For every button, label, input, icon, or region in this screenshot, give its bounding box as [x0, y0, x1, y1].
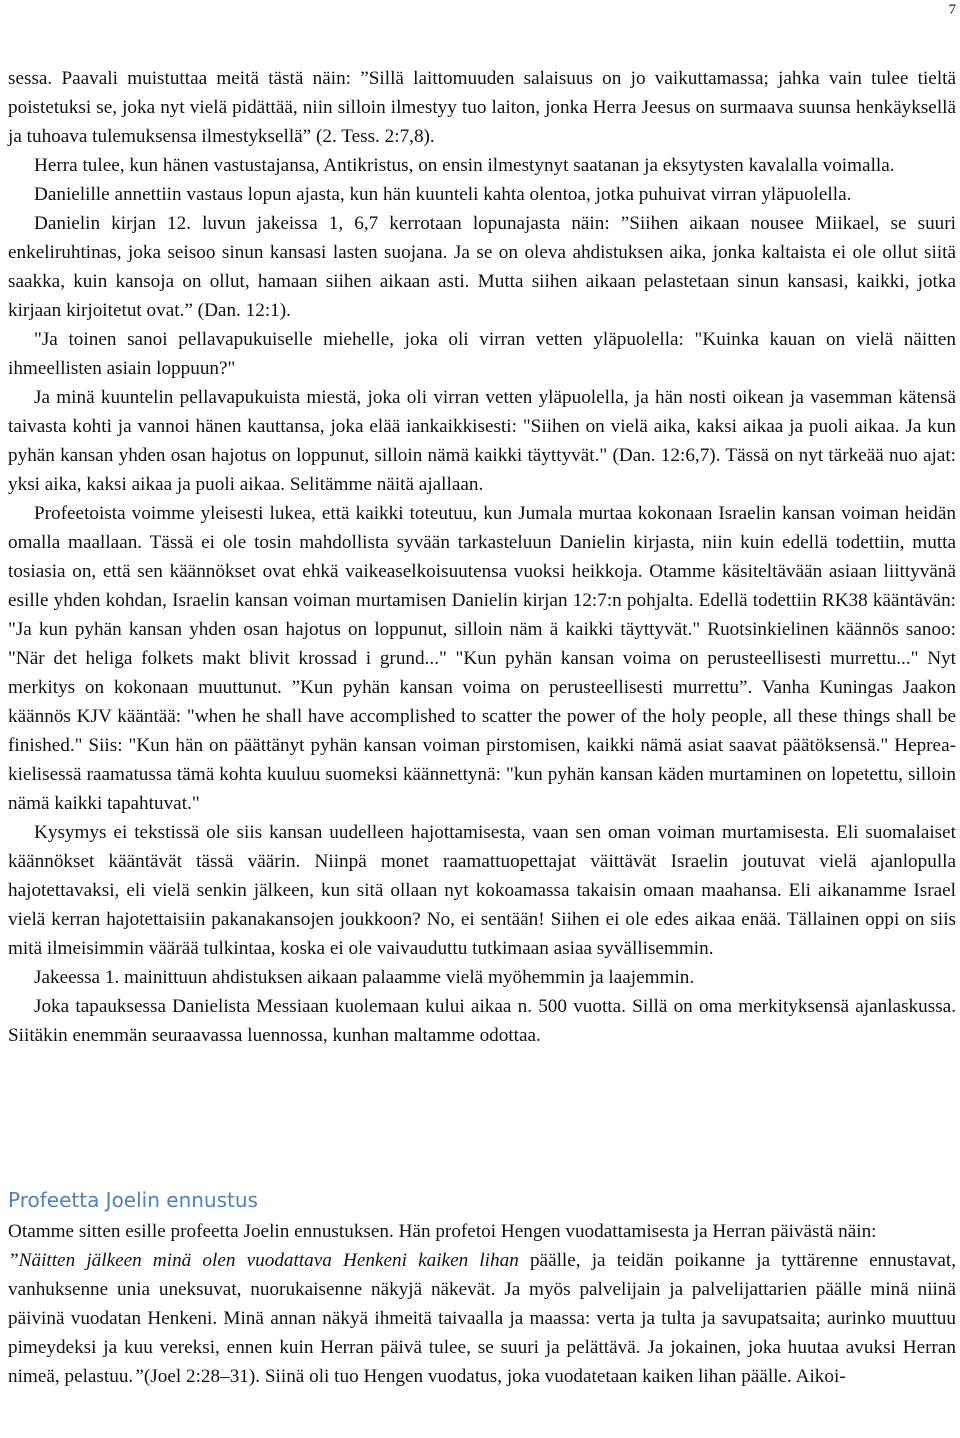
paragraph: Danielin kirjan 12. luvun jakeissa 1, 6,7 kerrotaan lopunajasta näin: ”Siihen aikaan nousee Miikael, se suuri enkeliruhtinas, joka seisoo sinun kansasi lasten suojana. Ja se on oleva ahdistuksen aika, jonka kaltaista ei ole ollut siitä saakka, kuin kansoja on ollut, hamaan siihen aikaan asti. Mutta siihen aikaan pelastetaan sinun kansasi, kaikki, jotka kirjaan kirjoitetut ovat.” (Dan. 12:1).	[8, 213, 956, 321]
joel-quote	[8, 1246, 956, 1391]
page-number: 7	[948, 2, 956, 18]
section-intro: Otamme sitten esille profeetta Joelin ennustuksen. Hän profetoi Hengen vuodattamisesta ja Herran päivästä näin:	[8, 1221, 877, 1242]
section-text	[8, 1217, 956, 1391]
section-heading: Profeetta Joelin ennustus	[8, 1188, 258, 1212]
quote-italic-end: ”	[133, 1366, 144, 1387]
paragraph: Herra tulee, kun hänen vastustajansa, Antikristus, on ensin ilmestynyt saatanan ja eksytysten kavalalla voimalla.	[34, 155, 895, 176]
quote-italic-start: ”Näitten jälkeen minä olen vuodattava Henkeni kaiken lihan	[8, 1250, 519, 1271]
paragraph: "Ja toinen sanoi pellavapukuiselle miehelle, joka oli virran vetten yläpuolella: "Kuinka kauan on vielä näitten ihmeellisten asiain loppuun?"	[8, 329, 956, 379]
paragraph: Joka tapauksessa Danielista Messiaan kuolemaan kului aikaa n. 500 vuotta. Sillä on oma merkityksensä ajanlaskussa. Siitäkin enemmän seuraavassa luennossa, kunhan maltamme odottaa.	[8, 996, 956, 1046]
paragraph: Jakeessa 1. mainittuun ahdistuksen aikaan palaamme vielä myöhemmin ja laajemmin.	[34, 967, 695, 988]
paragraph: Profeetoista voimme yleisesti lukea, että kaikki toteutuu, kun Jumala murtaa kokonaan Israelin kansan voiman heidän omalla maallaan. Tässä ei ole tosin mahdollista syvään tarkasteluun Danielin kirjasta, niin kuin edellä todettiin, mutta tosiasia on, että sen käännökset ovat ehkä vaikeaselkoisuutensa vuoksi heikkoja. Otamme käsiteltävään asiaan liittyvänä esille yhden kohdan, Israelin kansan voiman murtamisen Danielin kirjan 12:7:n pohjalta. Edellä todettiin RK38 kääntävän: "Ja kun pyhän kansan yhden osan hajotus on loppunut, silloin näm ä kaikki täyttyvät." Ruotsinkielinen käännös sanoo: "När det heliga folkets makt blivit krossad i grund..." "Kun pyhän kansan voima on perusteellisesti murrettu..." Nyt merkitys on kokonaan muuttunut. ”Kun pyhän kansan voima on perusteellisesti murrettu”. Vanha Kuningas Jaakon käännös KJV kääntää: "when he shall have accomplished to scatter the power of the holy people, all these things shall be finished." Siis: "Kun hän on päättänyt pyhän kansan voiman pirstomisen, kaikki nämä asiat saavat päätöksensä." Hepreakielisessä raamatussa tämä kohta kuuluu suomeksi käännettynä: "kun pyhän kansan käden murtaminen on lopetettu, silloin nämä kaikki tapahtuvat."	[8, 503, 956, 814]
quote-body: päälle, ja teidän poikanne ja tyttärenne ennustavat, vanhuksenne unia uneksuvat, nuorukaisenne näkyjä näkevät. Ja myös palvelijain ja palvelijattarien päälle minä niinä päivinä vuodatan Henkeni. Minä annan näkyä ihmeitä taivaalla ja maassa: verta ja tulta ja savupatsaita; aurinko muuttuu pimeydeksi ja kuu vereksi, ennen kuin Herran päivä tulee, se suuri ja pelättävä. Ja jokainen, joka huutaa avuksi Herran nimeä, pelastuu.	[8, 1250, 956, 1387]
paragraph: Ja minä kuuntelin pellavapukuista miestä, joka oli virran vetten yläpuolella, ja hän nosti oikean ja vasemman kätensä taivasta kohti ja vannoi hänen kauttansa, joka elää iankaikkisesti: "Siihen on vielä aika, kaksi aikaa ja puoli aikaa. Ja kun pyhän kansan yhden osan hajotus on loppunut, silloin nämä kaikki täyttyvät." (Dan. 12:6,7). Tässä on nyt tärkeää nuo ajat: yksi aika, kaksi aikaa ja puoli aikaa. Selitämme näitä ajallaan.	[8, 387, 956, 495]
quote-citation: (Joel 2:28–31). Siinä oli tuo Hengen vuodatus, joka vuodatetaan kaiken lihan päälle. Aikoi-	[143, 1366, 846, 1387]
paragraph: sessa. Paavali muistuttaa meitä tästä näin: ”Sillä laittomuuden salaisuus on jo vaikuttamassa; jahka vain tulee tieltä poistetuksi se, joka nyt vielä pidättää, niin silloin ilmestyy tuo laiton, jonka Herra Jeesus on surmaava suunsa henkäyksellä ja tuhoava tulemuksensa ilmestyksellä” (2. Tess. 2:7,8).	[8, 68, 956, 147]
paragraph: Danielille annettiin vastaus lopun ajasta, kun hän kuunteli kahta olentoa, jotka puhuivat virran yläpuolella.	[34, 184, 852, 205]
body-text	[8, 64, 956, 1050]
paragraph: Kysymys ei tekstissä ole siis kansan uudelleen hajottamisesta, vaan sen oman voiman murtamisesta. Eli suomalaiset käännökset kääntävät tässä väärin. Niinpä monet raamattuopettajat väittävät Israelin joutuvat vielä ajanlopulla hajotettavaksi, eli vielä senkin jälkeen, kun sitä ollaan nyt kokoamassa takaisin omaan maahansa. Eli aikanamme Israel vielä kerran hajotettaisiin pakanakansojen joukkoon? No, ei sentään! Siihen ei ole edes aikaa enää. Tällainen oppi on siis mitä ilmeisimmin väärää tulkintaa, koska ei ole vaivauduttu tutkimaan asiaa syvällisemmin.	[8, 822, 956, 959]
